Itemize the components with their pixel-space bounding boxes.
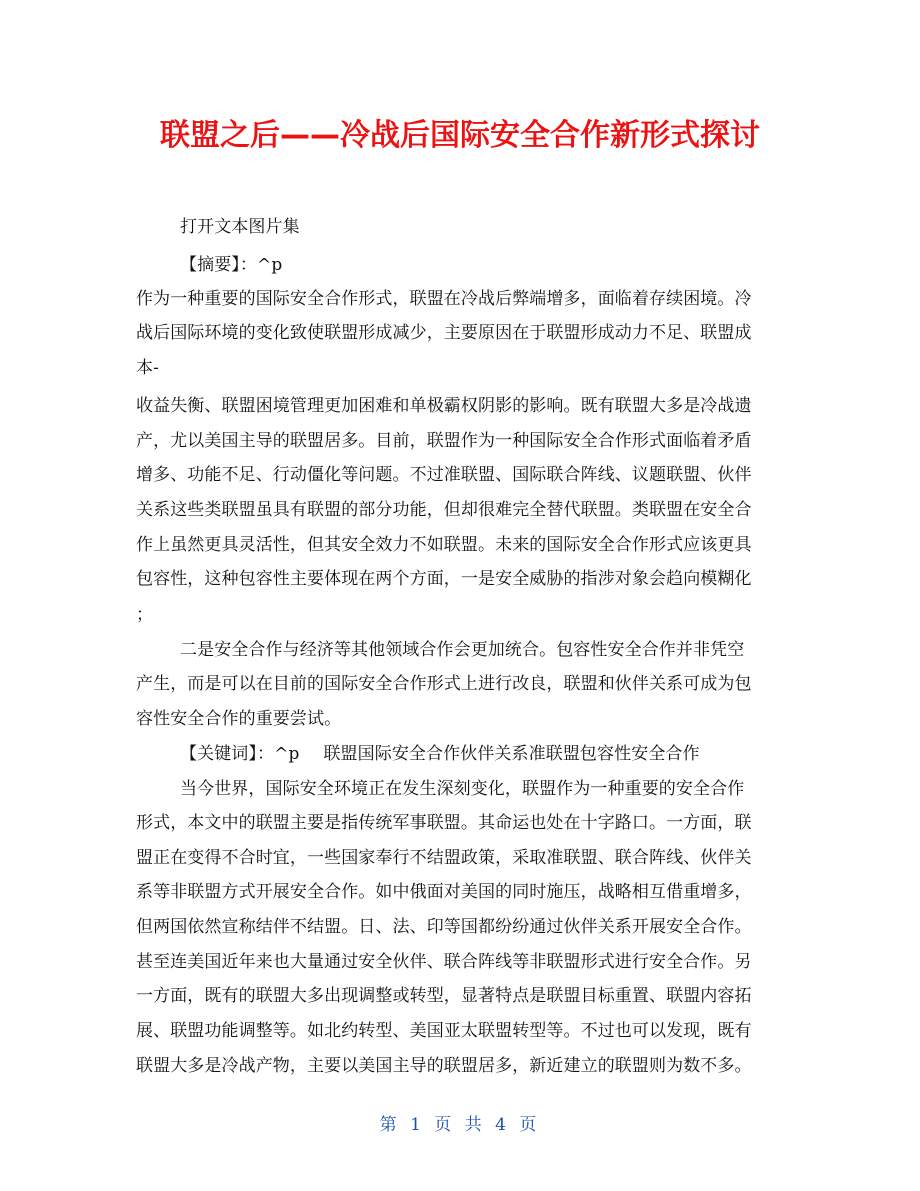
page-footer: 第 1 页 共 4 页 [379,1115,541,1135]
abstract-line: 关系这些类联盟虽具有联盟的部分功能，但却很难完全替代联盟。类联盟在安全合 [136,500,752,520]
keywords-label: 【关键词】：^p [180,744,300,764]
abstract-line: 本- [136,358,159,378]
body-line: 系等非联盟方式开展安全合作。如中俄面对美国的同时施压，战略相互借重增多， [136,882,752,902]
keywords-line [180,742,700,766]
paragraph-line: 产生，而是可以在目前的国际安全合作形式上进行改良，联盟和伙伴关系可成为包 [136,674,752,694]
abstract-line: ； [136,605,154,625]
intro-line: 打开文本图片集 [180,217,300,237]
document-title: 联盟之后——冷战后国际安全合作新形式探讨 [160,118,760,153]
abstract-line: 收益失衡、联盟困境管理更加困难和单极霸权阴影的影响。既有联盟大多是冷战遗 [136,396,752,416]
body-line: 联盟大多是冷战产物，主要以美国主导的联盟居多，新近建立的联盟则为数不多。 [136,1056,752,1076]
abstract-line: 增多、功能不足、行动僵化等问题。不过准联盟、国际联合阵线、议题联盟、伙伴 [136,465,752,485]
abstract-line: 战后国际环境的变化致使联盟形成减少，主要原因在于联盟形成动力不足、联盟成 [136,323,752,343]
keywords-text: 联盟国际安全合作伙伴关系准联盟包容性安全合作 [323,744,700,764]
body-line: 当今世界，国际安全环境正在发生深刻变化，联盟作为一种重要的安全合作 [180,779,745,799]
abstract-line: 作上虽然更具灵活性，但其安全效力不如联盟。未来的国际安全合作形式应该更具 [136,535,752,555]
abstract-line: 产，尤以美国主导的联盟居多。目前，联盟作为一种国际安全合作形式面临着矛盾 [136,431,752,451]
body-line: 甚至连美国近年来也大量通过安全伙伴、联合阵线等非联盟形式进行安全合作。另 [136,952,752,972]
abstract-line: 包容性，这种包容性主要体现在两个方面，一是安全威胁的指涉对象会趋向模糊化 [136,569,752,589]
body-line: 一方面，既有的联盟大多出现调整或转型，显著特点是联盟目标重置、联盟内容拓 [136,986,752,1006]
body-line: 盟正在变得不合时宜，一些国家奉行不结盟政策，采取准联盟、联合阵线、伙伴关 [136,848,752,868]
paragraph-line: 容性安全合作的重要尝试。 [136,709,342,729]
body-line: 但两国依然宣称结伴不结盟。日、法、印等国都纷纷通过伙伴关系开展安全合作。 [136,917,752,937]
abstract-line: 作为一种重要的国际安全合作形式，联盟在冷战后弊端增多，面临着存续困境。冷 [136,289,752,309]
body-line: 形式，本文中的联盟主要是指传统军事联盟。其命运也处在十字路口。一方面，联 [136,813,752,833]
paragraph-line: 二是安全合作与经济等其他领域合作会更加统合。包容性安全合作并非凭空 [180,640,745,660]
abstract-label: 【摘要】：^p [180,255,283,275]
body-line: 展、联盟功能调整等。如北约转型、美国亚太联盟转型等。不过也可以发现，既有 [136,1021,752,1041]
